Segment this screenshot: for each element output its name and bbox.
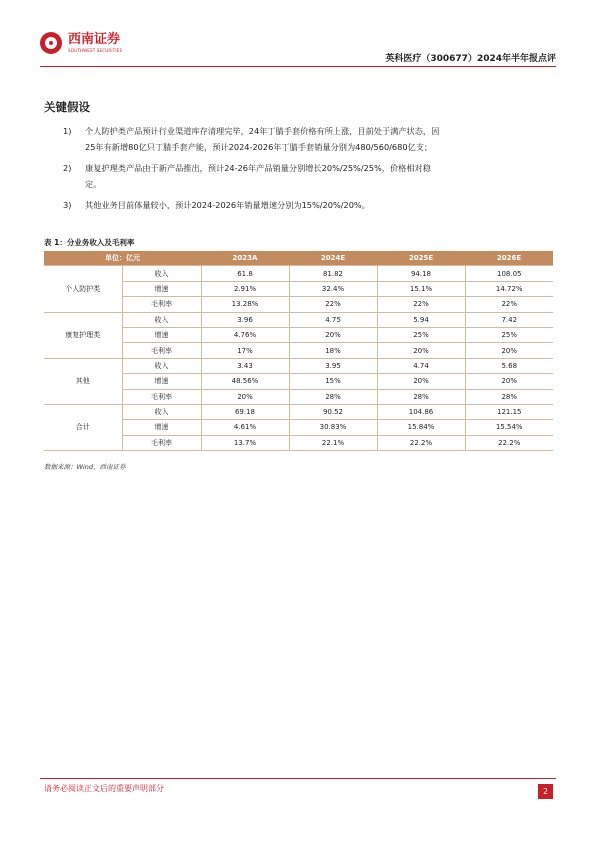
- table-cell: 15.1%: [377, 281, 465, 296]
- table-cell: 22.2%: [377, 435, 465, 450]
- column-header: 2024E: [289, 251, 377, 266]
- table-cell: 48.56%: [201, 374, 289, 389]
- table-cell: 22%: [377, 297, 465, 312]
- metric-label: 增速: [122, 420, 201, 435]
- disclaimer-text: 请务必阅读正文后的重要声明部分: [44, 784, 164, 793]
- data-source-note: 数据来源：Wind，西南证券: [44, 463, 126, 471]
- segment-name: 个人防护类: [44, 266, 122, 312]
- table-cell: 13.7%: [201, 435, 289, 450]
- assumption-text: 其他业务目前体量较小，预计2024-2026年销量增速分别为15%/20%/20%。: [85, 200, 370, 210]
- table-cell: 3.95: [289, 358, 377, 373]
- assumption-text: 康复护理类产品由于新产品推出，预计24-26年产品销量分别增长20%/25%/25%，价格相对稳定。: [85, 163, 431, 189]
- metric-label: 收入: [122, 358, 201, 373]
- segment-name: 康复护理类: [44, 312, 122, 358]
- table-cell: 32.4%: [289, 281, 377, 296]
- assumption-text: 个人防护类产品预计行业渠道库存清理完毕，24年丁腈手套价格有所上涨，目前处于满产状态，因25年有新增80亿只丁腈手套产能，预计2024-2026年丁腈手套销量分别为480/560/680亿支；: [85, 126, 440, 152]
- page-number: 2: [538, 784, 553, 799]
- table-row: [44, 312, 553, 327]
- company-logo: [40, 32, 122, 54]
- table-cell: 20%: [289, 327, 377, 342]
- table-cell: 22%: [465, 297, 553, 312]
- table-cell: 25%: [377, 327, 465, 342]
- metric-label: 毛利率: [122, 389, 201, 404]
- table-cell: 4.75: [289, 312, 377, 327]
- table-cell: 81.82: [289, 266, 377, 281]
- table-cell: 90.52: [289, 404, 377, 419]
- table-cell: 22.2%: [465, 435, 553, 450]
- table-cell: 5.68: [465, 358, 553, 373]
- assumption-number: 3): [63, 200, 72, 210]
- table-cell: 108.05: [465, 266, 553, 281]
- assumption-item: [63, 161, 443, 192]
- footer-divider: [40, 778, 556, 779]
- table-cell: 15%: [289, 374, 377, 389]
- table-cell: 20%: [377, 343, 465, 358]
- segment-name: 其他: [44, 358, 122, 404]
- table-cell: 20%: [201, 389, 289, 404]
- page-header: [40, 30, 556, 68]
- logo-icon: [40, 32, 62, 54]
- metric-label: 增速: [122, 374, 201, 389]
- assumption-number: 2): [63, 163, 72, 173]
- column-header: 2023A: [201, 251, 289, 266]
- table-cell: 14.72%: [465, 281, 553, 296]
- table-cell: 7.42: [465, 312, 553, 327]
- column-header: 2026E: [465, 251, 553, 266]
- table-header-row: [44, 251, 553, 266]
- table-cell: 3.43: [201, 358, 289, 373]
- table-cell: 15.84%: [377, 420, 465, 435]
- table-cell: 20%: [465, 374, 553, 389]
- table-cell: 20%: [465, 343, 553, 358]
- assumption-list: [63, 124, 443, 220]
- table-cell: 4.61%: [201, 420, 289, 435]
- metric-label: 收入: [122, 266, 201, 281]
- metric-label: 增速: [122, 327, 201, 342]
- assumption-item: [63, 124, 443, 155]
- metric-label: 毛利率: [122, 435, 201, 450]
- column-header: 2025E: [377, 251, 465, 266]
- table-cell: 69.18: [201, 404, 289, 419]
- segment-revenue-table: [44, 251, 553, 451]
- table-cell: 5.94: [377, 312, 465, 327]
- metric-label: 毛利率: [122, 343, 201, 358]
- assumption-item: [63, 198, 443, 214]
- table-cell: 28%: [289, 389, 377, 404]
- table-cell: 30.83%: [289, 420, 377, 435]
- table-cell: 20%: [377, 374, 465, 389]
- table-cell: 4.74: [377, 358, 465, 373]
- table-row: [44, 266, 553, 281]
- segment-name: 合计: [44, 404, 122, 450]
- assumption-number: 1): [63, 126, 72, 136]
- metric-label: 收入: [122, 312, 201, 327]
- unit-header: 单位：亿元: [44, 251, 201, 266]
- logo-english-name: SOUTHWEST SECURITIES: [68, 48, 123, 53]
- table-cell: 13.28%: [201, 297, 289, 312]
- table-cell: 15.54%: [465, 420, 553, 435]
- table-cell: 22%: [289, 297, 377, 312]
- metric-label: 收入: [122, 404, 201, 419]
- section-title: 关键假设: [44, 100, 90, 114]
- metric-label: 毛利率: [122, 297, 201, 312]
- table-cell: 121.15: [465, 404, 553, 419]
- table-title: 表 1：分业务收入及毛利率: [44, 238, 135, 247]
- table-cell: 3.96: [201, 312, 289, 327]
- table-cell: 25%: [465, 327, 553, 342]
- table-cell: 61.8: [201, 266, 289, 281]
- table-cell: 104.86: [377, 404, 465, 419]
- table-row: [44, 404, 553, 419]
- table-row: [44, 358, 553, 373]
- metric-label: 增速: [122, 281, 201, 296]
- table-cell: 94.18: [377, 266, 465, 281]
- table-cell: 28%: [377, 389, 465, 404]
- table-cell: 22.1%: [289, 435, 377, 450]
- table-cell: 4.76%: [201, 327, 289, 342]
- logo-chinese-name: 西南证券: [68, 32, 121, 47]
- table-cell: 2.91%: [201, 281, 289, 296]
- table-cell: 28%: [465, 389, 553, 404]
- header-divider: [40, 66, 556, 67]
- table-cell: 17%: [201, 343, 289, 358]
- report-title: 英科医疗（300677）2024年半年报点评: [385, 54, 556, 64]
- table-cell: 18%: [289, 343, 377, 358]
